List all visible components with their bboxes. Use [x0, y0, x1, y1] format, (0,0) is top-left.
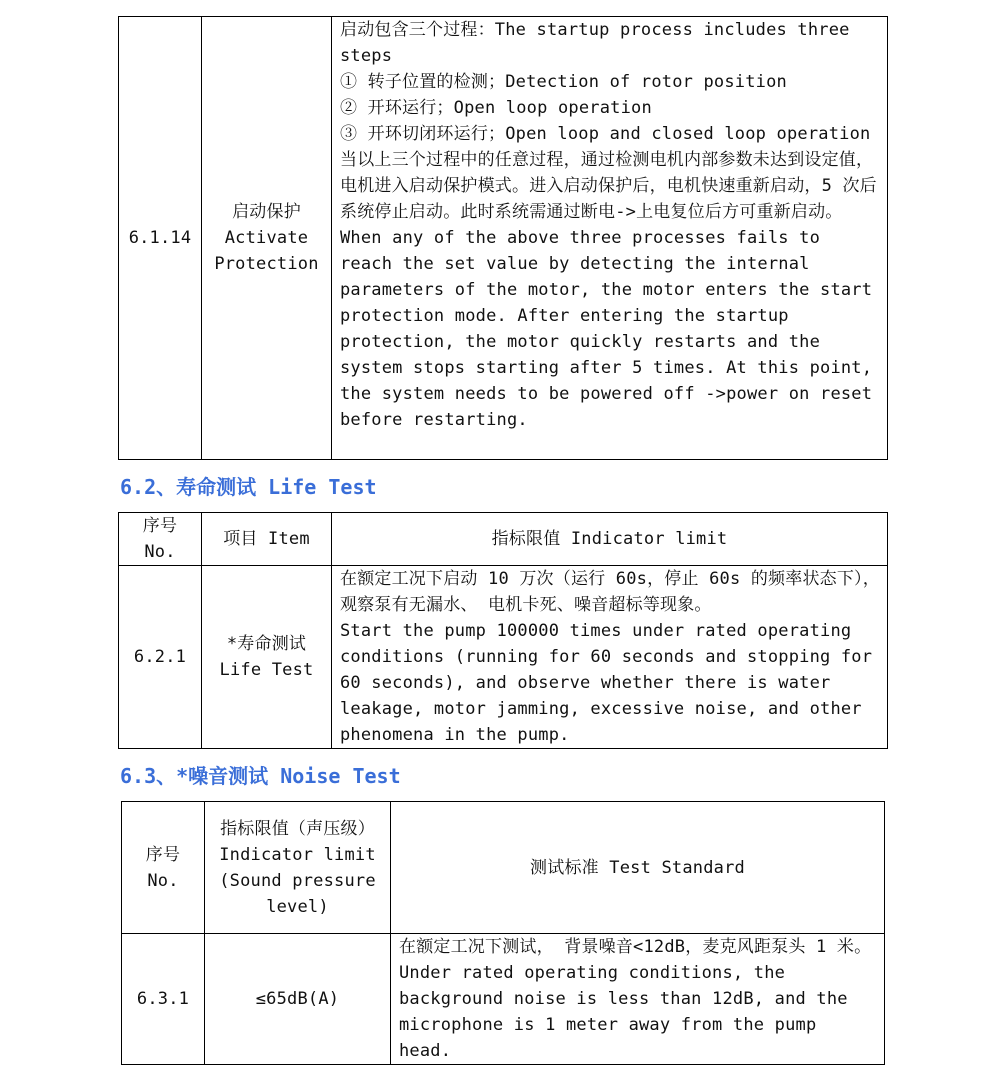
item-name: [202, 17, 332, 460]
life-test-table: [118, 512, 888, 749]
table-row: [122, 934, 885, 1065]
row-number: 6.2.1: [119, 566, 202, 749]
item-name-en: Life Test: [219, 660, 314, 680]
standard-cell: 在额定工况下测试， 背景噪音<12dB，麦克风距泵头 1 米。Under rated operating conditions, the background noise is less than 12dB, and the microphone is 1 meter away from the pump head.: [391, 934, 885, 1065]
section-heading-noise-test: 6.3、*噪音测试 Noise Test: [120, 764, 401, 788]
row-number: 6.3.1: [122, 934, 205, 1065]
description-en: Start the pump 100000 times under rated operating conditions (running for 60 seconds and stopping for 60 seconds), and observe whether there is water leakage, motor jamming, excessive noise, and other phenomena in the pump.: [340, 621, 873, 745]
item-name-cn: *寿命测试: [226, 634, 307, 654]
step-item: ③ 开环切闭环运行；Open loop and closed loop operation: [340, 124, 871, 144]
description-intro: 启动包含三个过程：The startup process includes three steps: [340, 20, 850, 66]
startup-protection-table: [118, 16, 888, 460]
row-number: 6.1.14: [119, 17, 202, 460]
item-name: [202, 566, 332, 749]
description-cn: 在额定工况下启动 10 万次（运行 60s，停止 60s 的频率状态下），观察泵有无漏水、 电机卡死、噪音超标等现象。: [340, 569, 880, 615]
item-name-cn: 启动保护: [232, 202, 301, 222]
description-cell: [332, 566, 888, 749]
noise-test-table: [121, 801, 885, 1065]
description-cell: [332, 17, 888, 460]
table-row: [119, 566, 888, 749]
header-limit: 指标限值（声压级）Indicator limit (Sound pressure level): [205, 802, 391, 934]
table-header-row: [119, 513, 888, 566]
step-item: ② 开环运行；Open loop operation: [340, 98, 652, 118]
description-body: 当以上三个过程中的任意过程，通过检测电机内部参数未达到设定值，电机进入启动保护模式。进入启动保护后，电机快速重新启动，5 次后系统停止启动。此时系统需通过断电->上电复位后方可重新启动。When any of the above three processes fails to reach the set value by detecting the internal parameters of the motor, the motor enters the start protection mode. After entering the startup protection, the motor quickly restarts and the system stops starting after 5 times. At this point, the system needs to be powered off ->power on reset before restarting.: [340, 150, 877, 430]
header-no: 序号 No.: [122, 802, 205, 934]
header-limit: 指标限值 Indicator limit: [332, 513, 888, 566]
header-item: 项目 Item: [202, 513, 332, 566]
header-no: 序号 No.: [119, 513, 202, 566]
header-standard: 测试标准 Test Standard: [391, 802, 885, 934]
table-row: [119, 17, 888, 460]
limit-value: ≤65dB(A): [205, 934, 391, 1065]
item-name-en: Activate Protection: [214, 228, 319, 274]
section-heading-life-test: 6.2、寿命测试 Life Test: [120, 475, 377, 499]
table-header-row: [122, 802, 885, 934]
step-item: ① 转子位置的检测；Detection of rotor position: [340, 72, 787, 92]
